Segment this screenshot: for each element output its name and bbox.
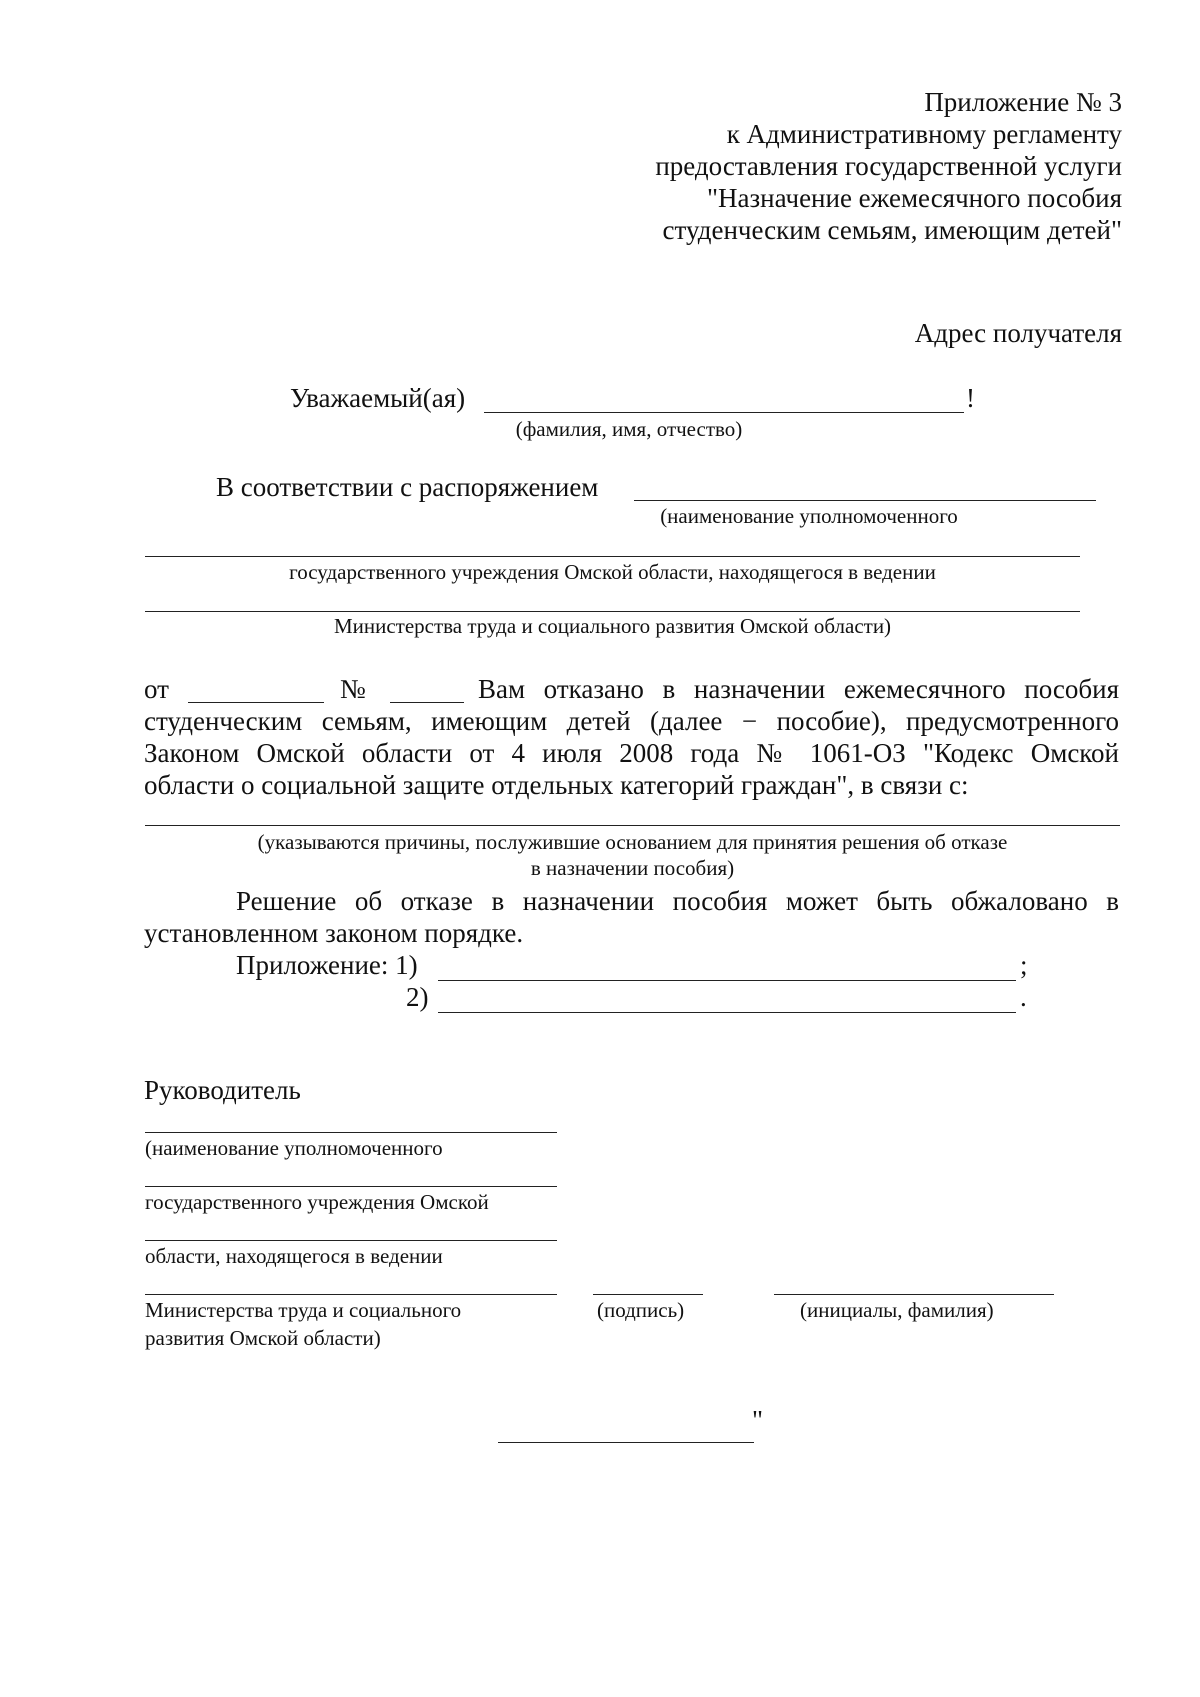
signature-name-line bbox=[774, 1294, 1054, 1295]
body-line-1: Вам отказано в назначении ежемесячного пособия bbox=[478, 674, 1119, 704]
appendix-line-5: студенческим семьям, имеющим детей" bbox=[662, 215, 1122, 245]
body-from: от bbox=[144, 674, 169, 704]
recipient-address: Адрес получателя bbox=[914, 318, 1122, 348]
reason-field-line bbox=[145, 825, 1120, 826]
order-field-line-1 bbox=[634, 500, 1096, 501]
attachment-2-end: . bbox=[1020, 982, 1027, 1012]
greeting-label: Уважаемый(ая) bbox=[290, 383, 466, 413]
attachments-label: Приложение: 1) bbox=[236, 950, 418, 980]
signature-head: Руководитель bbox=[144, 1075, 301, 1105]
body-line-3: Законом Омской области от 4 июля 2008 года № 1061-ОЗ "Кодекс Омской bbox=[144, 738, 1119, 768]
order-hint-3: Министерства труда и социального развития Омской области) bbox=[333, 614, 892, 638]
attachment-2-field-line bbox=[438, 1012, 1016, 1013]
signature-name-hint: (инициалы, фамилия) bbox=[800, 1298, 994, 1322]
signature-org-line-4 bbox=[145, 1294, 557, 1295]
signature-sign-line bbox=[593, 1294, 703, 1295]
attachment-1-end: ; bbox=[1020, 950, 1028, 980]
date-field-line-bottom bbox=[498, 1442, 754, 1443]
signature-org-4: Министерства труда и социального bbox=[145, 1298, 462, 1322]
order-hint-1: (наименование уполномоченного bbox=[660, 504, 958, 528]
date-quote-mark: " bbox=[752, 1405, 764, 1435]
greeting-exclamation: ! bbox=[966, 383, 975, 413]
appeal-line-1: Решение об отказе в назначении пособия может быть обжаловано в bbox=[236, 886, 1119, 916]
appeal-line-2: установленном законом порядке. bbox=[144, 918, 524, 948]
body-line-4: области о социальной защите отдельных категорий граждан", в связи с: bbox=[144, 770, 969, 800]
appendix-header bbox=[655, 86, 1122, 246]
reason-hint-2: в назначении пособия) bbox=[530, 856, 735, 880]
number-field-line bbox=[390, 702, 464, 703]
attachment-1-field-line bbox=[438, 980, 1016, 981]
date-field-line bbox=[188, 702, 324, 703]
appendix-line-3: предоставления государственной услуги bbox=[655, 151, 1122, 181]
greeting-name-hint: (фамилия, имя, отчество) bbox=[515, 417, 743, 441]
appendix-line-2: к Административному регламенту bbox=[726, 119, 1122, 149]
signature-org-1: (наименование уполномоченного bbox=[145, 1136, 443, 1160]
appendix-line-4: "Назначение ежемесячного пособия bbox=[706, 183, 1122, 213]
signature-sign-hint: (подпись) bbox=[597, 1298, 685, 1322]
signature-org-2: государственного учреждения Омской bbox=[145, 1190, 489, 1214]
reason-hint-1: (указываются причины, послужившие основанием для принятия решения об отказе bbox=[257, 830, 1008, 854]
signature-org-line-1 bbox=[145, 1132, 557, 1133]
order-hint-2: государственного учреждения Омской области, находящегося в ведении bbox=[289, 560, 936, 584]
signature-org-line-3 bbox=[145, 1240, 557, 1241]
signature-org-line-2 bbox=[145, 1186, 557, 1187]
number-sign: № bbox=[340, 674, 366, 704]
body-line-2: студенческим семьям, имеющим детей (далее − пособие), предусмотренного bbox=[144, 706, 1119, 736]
appendix-number: Приложение № 3 bbox=[924, 87, 1122, 117]
order-field-line-2 bbox=[145, 556, 1080, 557]
order-label: В соответствии с распоряжением bbox=[216, 472, 599, 502]
order-field-line-3 bbox=[145, 611, 1080, 612]
signature-org-5: развития Омской области) bbox=[145, 1326, 381, 1350]
attachment-2-label: 2) bbox=[406, 982, 429, 1012]
greeting-name-field-line bbox=[484, 412, 964, 413]
signature-org-3: области, находящегося в ведении bbox=[145, 1244, 443, 1268]
